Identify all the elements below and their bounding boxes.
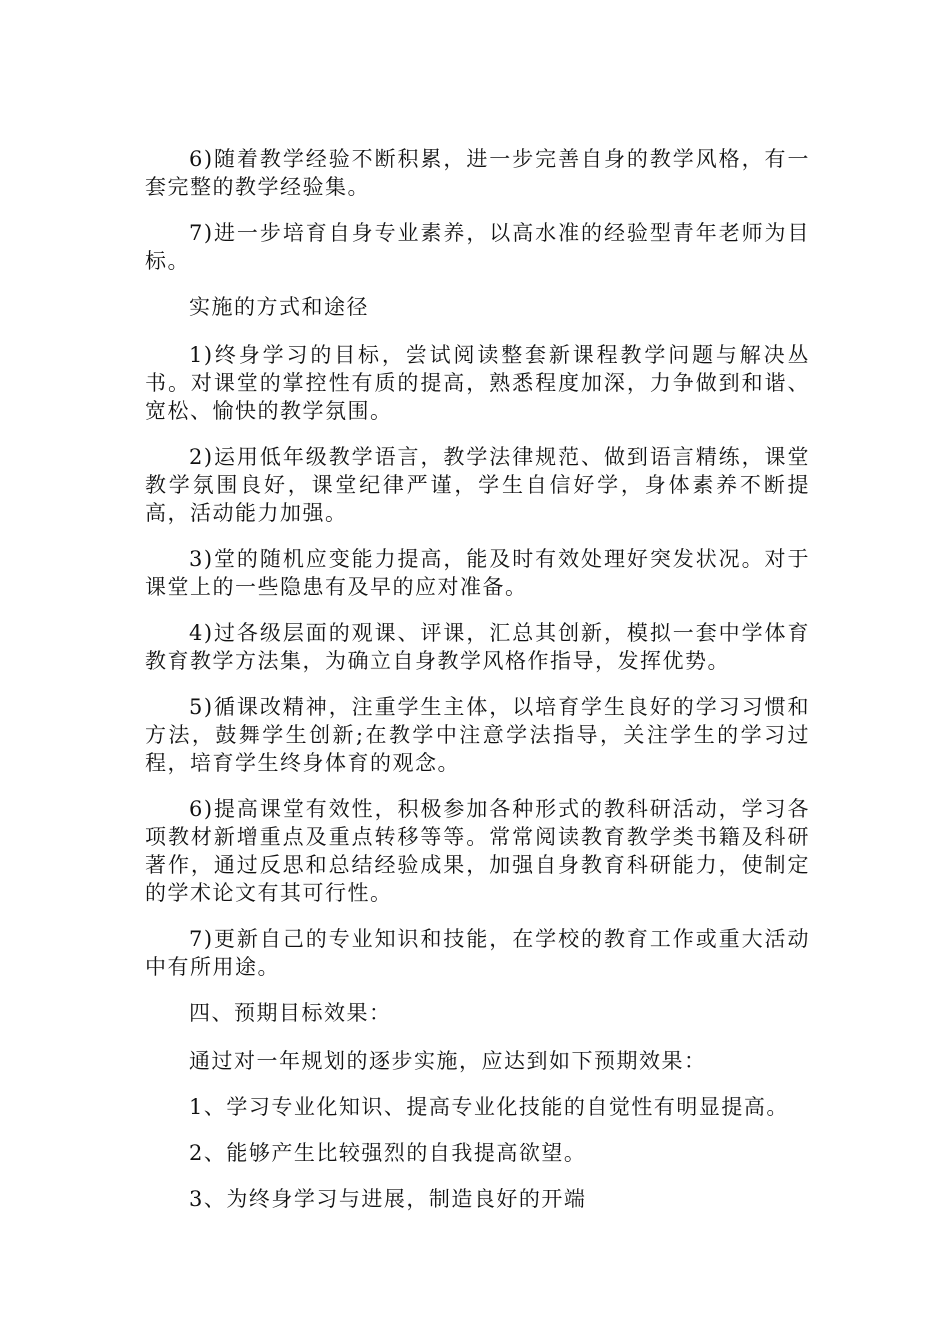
section-heading-expected-results: 四、预期目标效果： xyxy=(189,1001,392,1025)
paragraph-method-3: 3)堂的随机应变能力提高，能及时有效处理好突发状况。对于课堂上的一些隐患有及早的应对准备。 xyxy=(145,547,810,599)
paragraph-method-5: 5)循课改精神，注重学生主体，以培育学生良好的学习习惯和方法，鼓舞学生创新;在教学中注意学法指导，关注学生的学习过程，培育学生终身体育的观念。 xyxy=(145,695,810,775)
paragraph-goal-7: 7)进一步培育自身专业素养，以高水准的经验型青年老师为目标。 xyxy=(145,221,810,273)
paragraph-method-4: 4)过各级层面的观课、评课，汇总其创新，模拟一套中学体育教育教学方法集，为确立自身教学风格作指导，发挥优势。 xyxy=(145,621,810,673)
paragraph-method-1: 1)终身学习的目标，尝试阅读整套新课程教学问题与解决丛书。对课堂的掌控性有质的提高，熟悉程度加深，力争做到和谐、宽松、愉快的教学氛围。 xyxy=(145,343,810,423)
paragraph-expected-intro: 通过对一年规划的逐步实施，应达到如下预期效果： xyxy=(189,1049,707,1073)
paragraph-expected-1: 1、学习专业化知识、提高专业化技能的自觉性有明显提高。 xyxy=(189,1095,789,1119)
paragraph-goal-6: 6)随着教学经验不断积累，进一步完善自身的教学风格，有一套完整的教学经验集。 xyxy=(145,147,810,199)
paragraph-method-6: 6)提高课堂有效性，积极参加各种形式的教科研活动，学习各项教材新增重点及重点转移等等。常常阅读教育教学类书籍及科研著作，通过反思和总结经验成果，加强自身教育科研能力，使制定的学术论文有其可行性。 xyxy=(145,797,810,905)
section-heading-methods: 实施的方式和途径 xyxy=(189,295,369,319)
paragraph-method-2: 2)运用低年级教学语言，教学法律规范、做到语言精练，课堂教学氛围良好，课堂纪律严谨，学生自信好学，身体素养不断提高，活动能力加强。 xyxy=(145,445,810,525)
paragraph-expected-3: 3、为终身学习与进展，制造良好的开端 xyxy=(189,1187,587,1211)
paragraph-expected-2: 2、能够产生比较强烈的自我提高欲望。 xyxy=(189,1141,587,1165)
paragraph-method-7: 7)更新自己的专业知识和技能，在学校的教育工作或重大活动中有所用途。 xyxy=(145,927,810,979)
document-page xyxy=(145,145,810,1231)
